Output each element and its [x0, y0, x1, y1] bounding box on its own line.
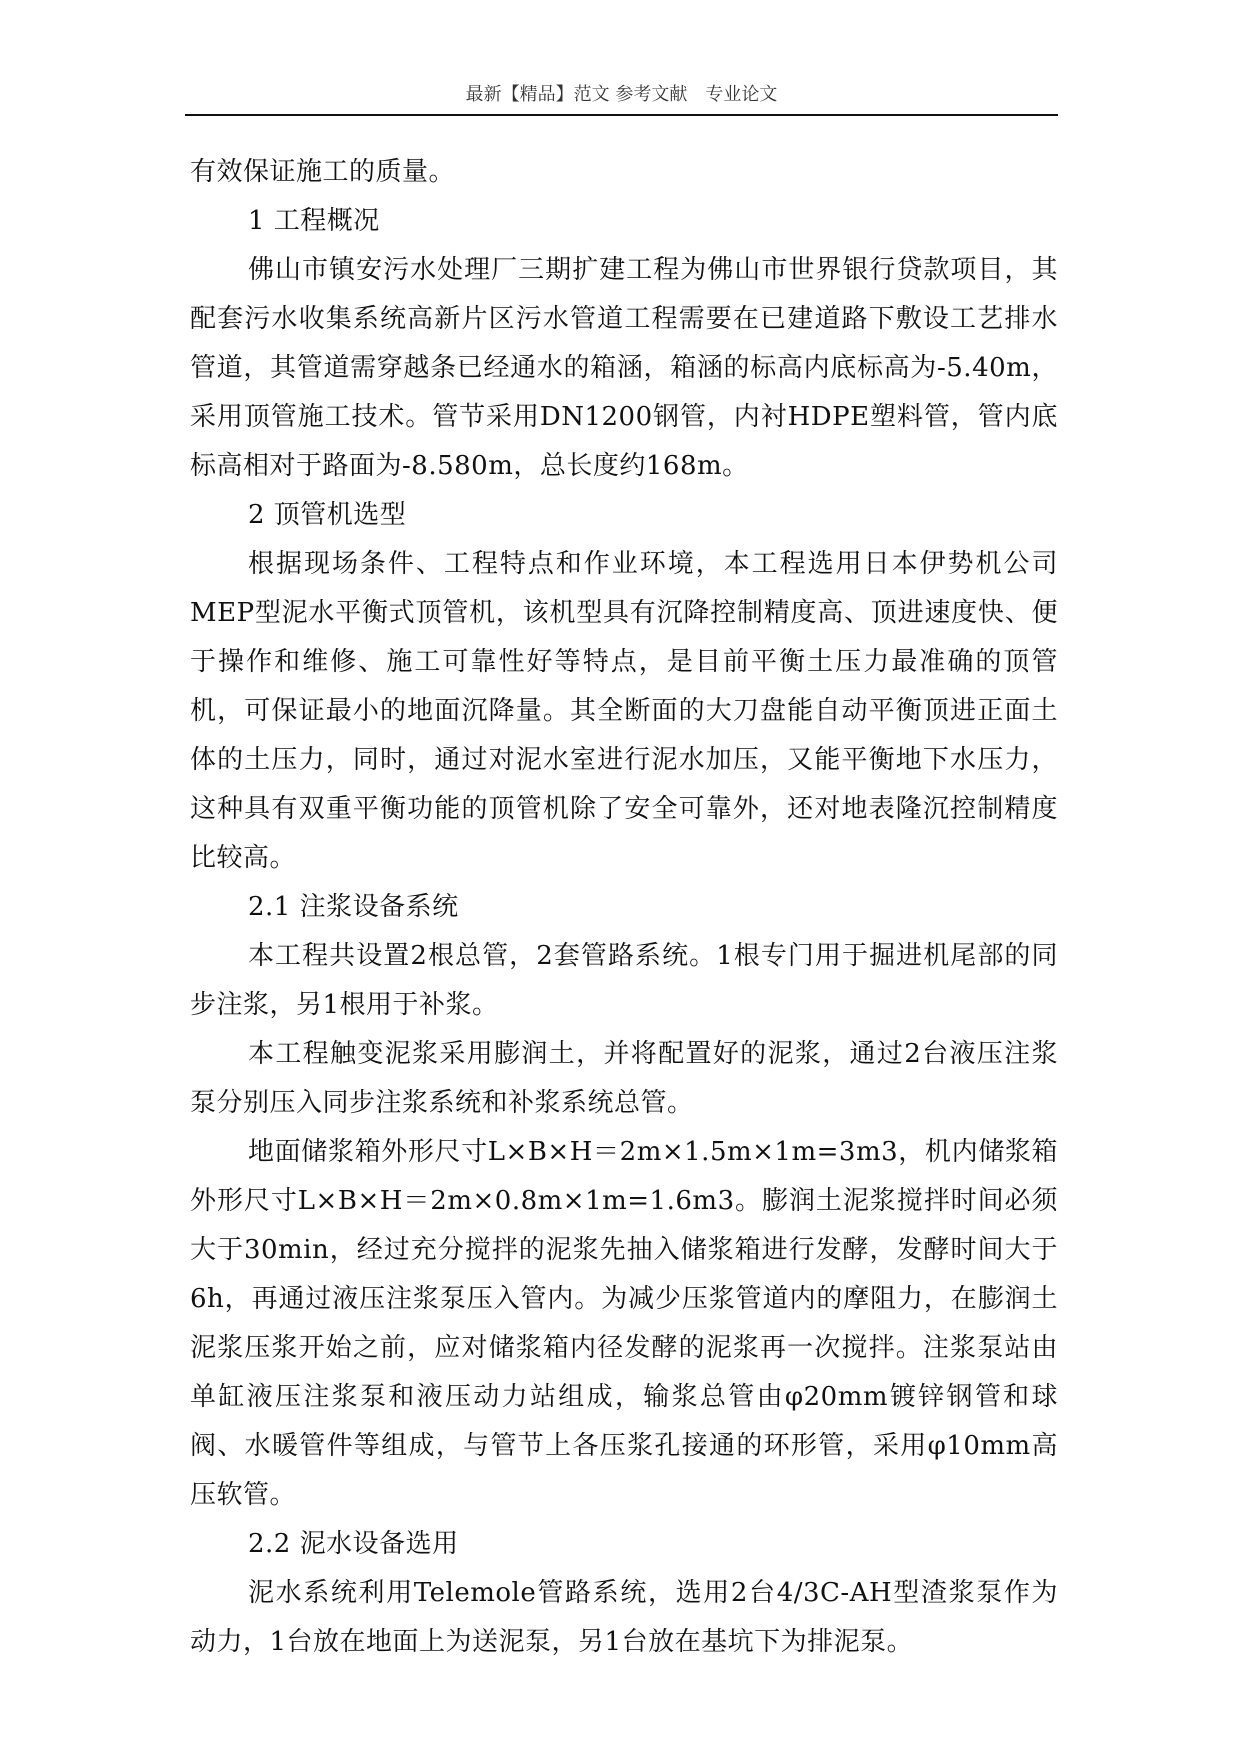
paragraph-mud-system: 泥水系统利用Telemole管路系统，选用2台4/3C-AH型渣浆泵作为动力，1台放在地面上为送泥泵，另1台放在基坑下为排泥泵。: [190, 1578, 1058, 1657]
document-body: [190, 148, 1058, 1667]
header-divider: [185, 114, 1058, 116]
paragraph-grouting-pipes: 本工程共设置2根总管，2套管路系统。1根专门用于掘进机尾部的同步注浆，另1根用于补浆。: [190, 941, 1058, 1020]
page-header: 最新【精品】范文 参考文献 专业论文: [465, 84, 778, 105]
paragraph-machine-selection: 根据现场条件、工程特点和作业环境，本工程选用日本伊势机公司MEP型泥水平衡式顶管机，该机型具有沉降控制精度高、顶进速度快、便于操作和维修、施工可靠性好等特点，是目前平衡土压力最准确的顶管机，可保证最小的地面沉降量。其全断面的大刀盘能自动平衡顶进正面土体的土压力，同时，通过对泥水室进行泥水加压，又能平衡地下水压力，这种具有双重平衡功能的顶管机除了安全可靠外，还对地表隆沉控制精度比较高。: [190, 549, 1058, 873]
section-heading-2-2: 2.2 泥水设备选用: [248, 1529, 459, 1559]
paragraph-slurry-tanks: 地面储浆箱外形尺寸L×B×H＝2m×1.5m×1m=3m3，机内储浆箱外形尺寸L×B×H＝2m×0.8m×1m=1.6m3。膨润土泥浆搅拌时间必须大于30min，经过充分搅拌的泥浆先抽入储浆箱进行发酵，发酵时间大于6h，再通过液压注浆泵压入管内。为减少压浆管道内的摩阻力，在膨润土泥浆压浆开始之前，应对储浆箱内径发酵的泥浆再一次搅拌。注浆泵站由单缸液压注浆泵和液压动力站组成，输浆总管由φ20mm镀锌钢管和球阀、水暖管件等组成，与管节上各压浆孔接通的环形管，采用φ10mm高压软管。: [190, 1137, 1058, 1510]
paragraph-continuation: 有效保证施工的质量。: [190, 157, 456, 187]
section-heading-2-1: 2.1 注浆设备系统: [248, 892, 459, 922]
paragraph-project-overview: 佛山市镇安污水处理厂三期扩建工程为佛山市世界银行贷款项目，其配套污水收集系统高新片区污水管道工程需要在已建道路下敷设工艺排水管道，其管道需穿越条已经通水的箱涵，箱涵的标高内底标高为-5.40m，采用顶管施工技术。管节采用DN1200钢管，内衬HDPE塑料管，管内底标高相对于路面为-8.580m，总长度约168m。: [190, 255, 1058, 481]
section-heading-2: 2 顶管机选型: [248, 500, 407, 530]
section-heading-1: 1 工程概况: [248, 206, 380, 236]
paragraph-thixotropic-slurry: 本工程触变泥浆采用膨润土，并将配置好的泥浆，通过2台液压注浆泵分别压入同步注浆系统和补浆系统总管。: [190, 1039, 1058, 1118]
